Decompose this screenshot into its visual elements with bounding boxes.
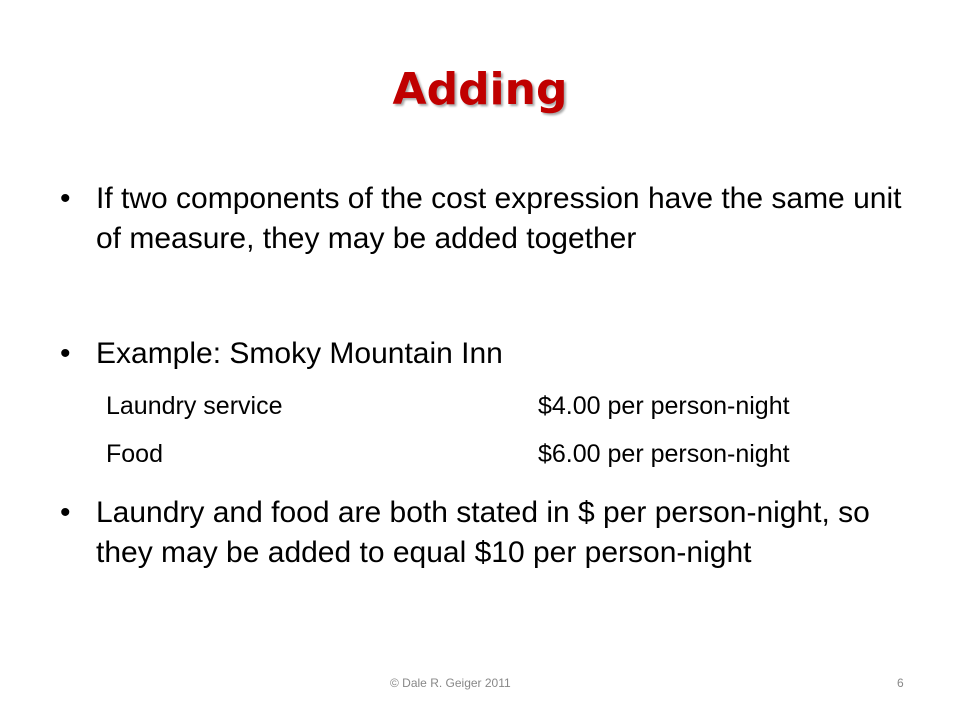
sub-item-value: $4.00 per person-night [538,392,790,420]
bullet-text: Laundry and food are both stated in $ per person-night, so they may be added to equal $10 per person-night [96,496,870,569]
bullet-dot: • [60,337,71,370]
sub-item-label: Food [106,440,163,468]
bullet-dot: • [60,496,71,529]
sub-item-label: Laundry service [106,392,283,420]
bullet-dot: • [60,182,71,215]
page-number: 6 [897,676,904,690]
bullet-item [60,493,920,573]
slide-title: Adding [392,64,568,115]
bullet-text: If two components of the cost expression have the same unit of measure, they may be added together [96,182,902,255]
bullet-item [60,179,920,259]
bullet-item [60,334,920,374]
footer-copyright: © Dale R. Geiger 2011 [390,676,511,690]
bullet-text: Example: Smoky Mountain Inn [96,337,503,370]
sub-item-value: $6.00 per person-night [538,440,790,468]
